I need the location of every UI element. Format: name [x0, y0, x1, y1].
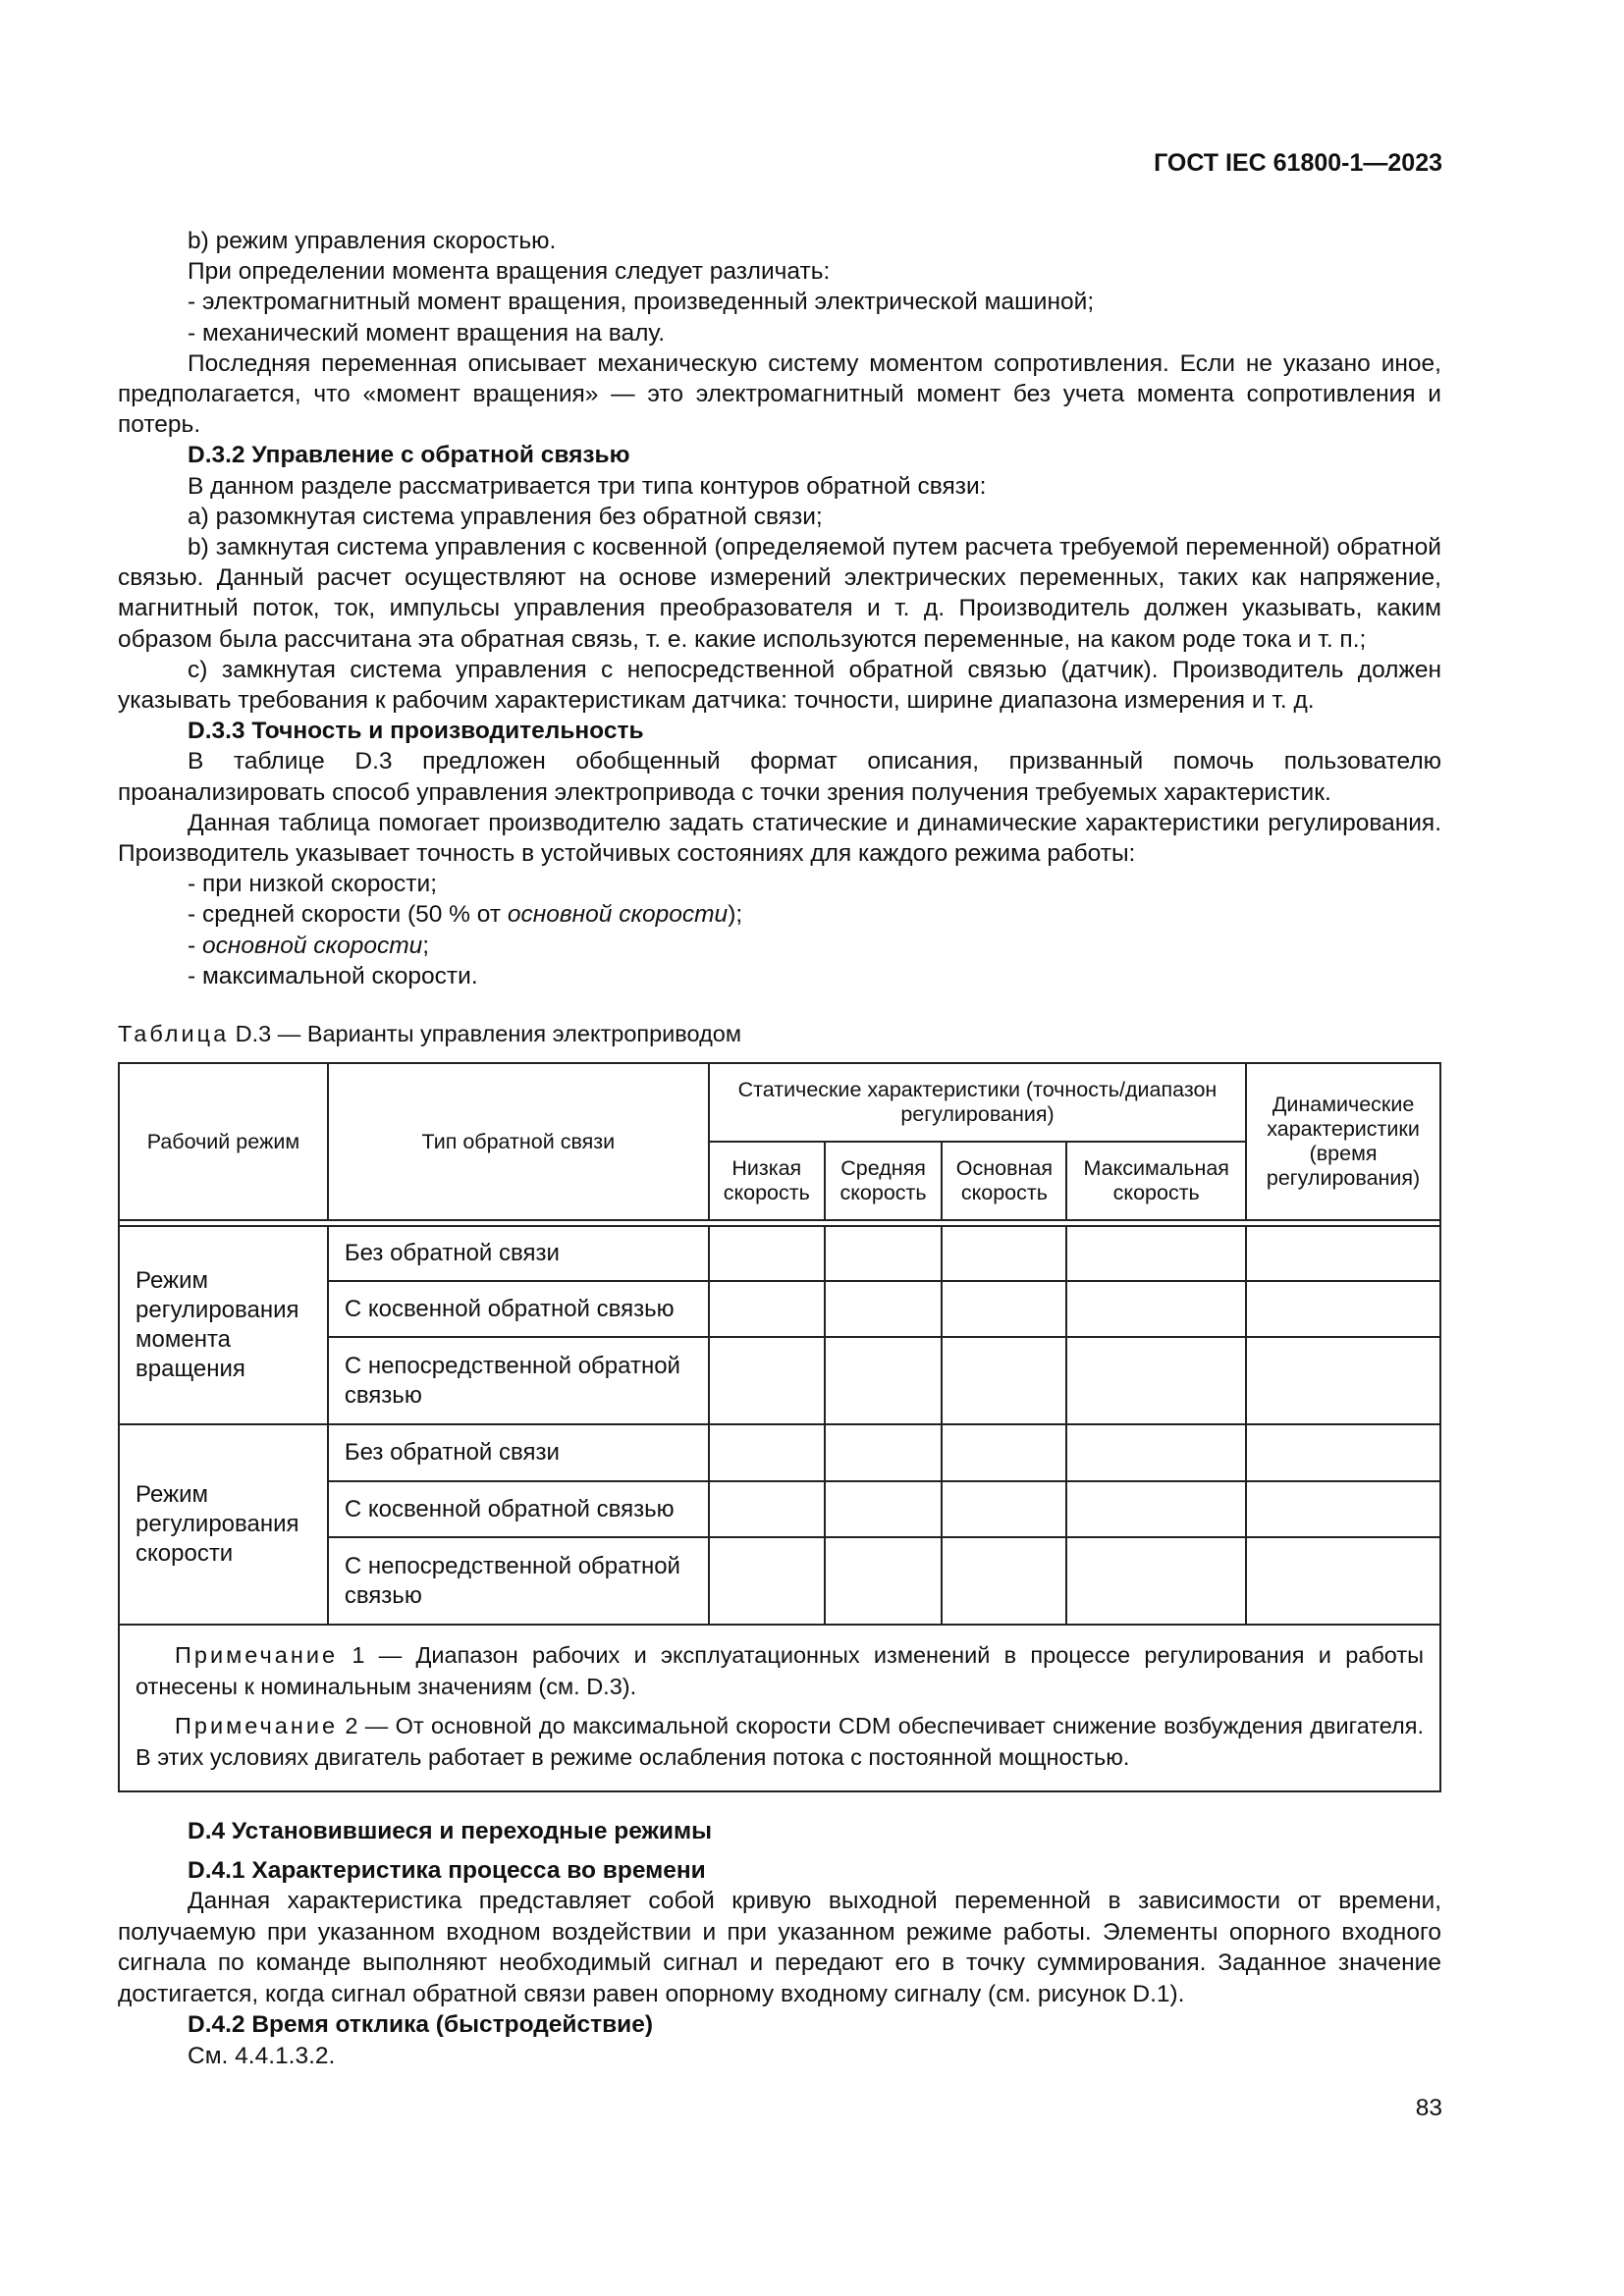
- header-static: Статические характеристики (точность/диапазон регулирования): [709, 1063, 1246, 1142]
- section-heading-d33: D.3.3 Точность и производительность: [188, 718, 644, 745]
- paragraph: В данном разделе рассматривается три типа контуров обратной связи:: [188, 472, 987, 500]
- table-caption: Таблица D.3 — Варианты управления электроприводом: [118, 1021, 742, 1046]
- page-number: 83: [1415, 2095, 1442, 2121]
- header-mode: Рабочий режим: [119, 1063, 328, 1220]
- paragraph: c) замкнутая система управления с непосредственной обратной связью (датчик). Производитель должен указывать требования к рабочим характеристикам датчика: точности, ширине диапазона измерения и т. д.: [118, 656, 1441, 715]
- feedback-type-cell: С непосредственной обратной связью: [328, 1537, 709, 1625]
- bullet-item: - средней скорости (50 % от основной скорости);: [188, 901, 743, 929]
- row-group-torque: Режим регулирования момента вращения: [119, 1226, 328, 1424]
- paragraph: - механический момент вращения на валу.: [188, 319, 666, 347]
- header-medium-speed: Средняя скорость: [825, 1142, 943, 1220]
- paragraph: Данная таблица помогает производителю задать статические и динамические характеристики регулирования. Производитель указывает точность в устойчивых состояниях для каждого режима работы:: [118, 809, 1441, 868]
- paragraph: b) режим управления скоростью.: [188, 228, 557, 254]
- control-options-table: [118, 1062, 1441, 1792]
- paragraph: См. 4.4.1.3.2.: [188, 2042, 336, 2069]
- paragraph: - электромагнитный момент вращения, произведенный электрической машиной;: [188, 289, 1095, 316]
- note-2: Примечание 2 — От основной до максимальной скорости CDM обеспечивает снижение возбуждения двигателя. В этих условиях двигатель работает в режиме ослабления потока с постоянной мощностью.: [135, 1713, 1424, 1770]
- header-base-speed: Основная скорость: [942, 1142, 1066, 1220]
- paragraph: В таблице D.3 предложен обобщенный формат описания, призванный помочь пользователю проанализировать способ управления электропривода с точки зрения получения требуемых характеристик.: [118, 748, 1441, 806]
- feedback-type-cell: Без обратной связи: [328, 1424, 709, 1481]
- paragraph: При определении момента вращения следует различать:: [188, 258, 831, 286]
- header-feedback: Тип обратной связи: [328, 1063, 709, 1220]
- row-group-speed: Режим регулирования скорости: [119, 1424, 328, 1625]
- header-max-speed: Максимальная скорость: [1066, 1142, 1246, 1220]
- paragraph: a) разомкнутая система управления без обратной связи;: [188, 503, 823, 530]
- feedback-type-cell: Без обратной связи: [328, 1226, 709, 1281]
- lower-text-block: [118, 1816, 1441, 2071]
- feedback-type-cell: С косвенной обратной связью: [328, 1481, 709, 1537]
- bullet-item: - максимальной скорости.: [188, 962, 478, 989]
- header-dynamic: Динамические характеристики (время регулирования): [1246, 1063, 1440, 1220]
- section-heading-d41: D.4.1 Характеристика процесса во времени: [188, 1856, 706, 1884]
- section-heading-d32: D.3.2 Управление с обратной связью: [188, 442, 630, 469]
- upper-text-block: [118, 226, 1441, 991]
- standard-header: ГОСТ IEC 61800-1—2023: [1154, 149, 1442, 177]
- section-heading-d42: D.4.2 Время отклика (быстродействие): [188, 2011, 654, 2038]
- section-heading-d4: D.4 Установившиеся и переходные режимы: [188, 1818, 713, 1844]
- paragraph: Данная характеристика представляет собой кривую выходной переменной в зависимости от времени, получаемую при указанном входном воздействии и при указанном режиме работы. Элементы опорного входного сигнала по команде выполняют необходимый сигнал и передают его в точку суммирования. Заданное значение достигается, когда сигнал обратной связи равен опорному входному сигналу (см. рисунок D.1).: [118, 1888, 1441, 2007]
- paragraph: Последняя переменная описывает механическую систему моментом сопротивления. Если не указано иное, предполагается, что «момент вращения» — это электромагнитный момент без учета момента сопротивления и потерь.: [118, 349, 1441, 439]
- header-low-speed: Низкая скорость: [709, 1142, 825, 1220]
- table-notes: [119, 1625, 1440, 1791]
- feedback-type-cell: С непосредственной обратной связью: [328, 1337, 709, 1424]
- bullet-item: - при низкой скорости;: [188, 871, 437, 898]
- bullet-item: - основной скорости;: [188, 932, 430, 959]
- note-1: Примечание 1 — Диапазон рабочих и эксплуатационных изменений в процессе регулирования и работы отнесены к номинальным значениям (см. D.3).: [135, 1642, 1424, 1699]
- paragraph: b) замкнутая система управления с косвенной (определяемой путем расчета требуемой переменной) обратной связью. Данный расчет осуществляют на основе измерений электрических переменных, таких как напряжение, магнитный поток, ток, импульсы управления преобразователя и т. д. Производитель должен указывать, каким образом была рассчитана эта обратная связь, т. е. какие используются переменные, на каком роде тока и т. п.;: [118, 534, 1441, 653]
- feedback-type-cell: С косвенной обратной связью: [328, 1281, 709, 1337]
